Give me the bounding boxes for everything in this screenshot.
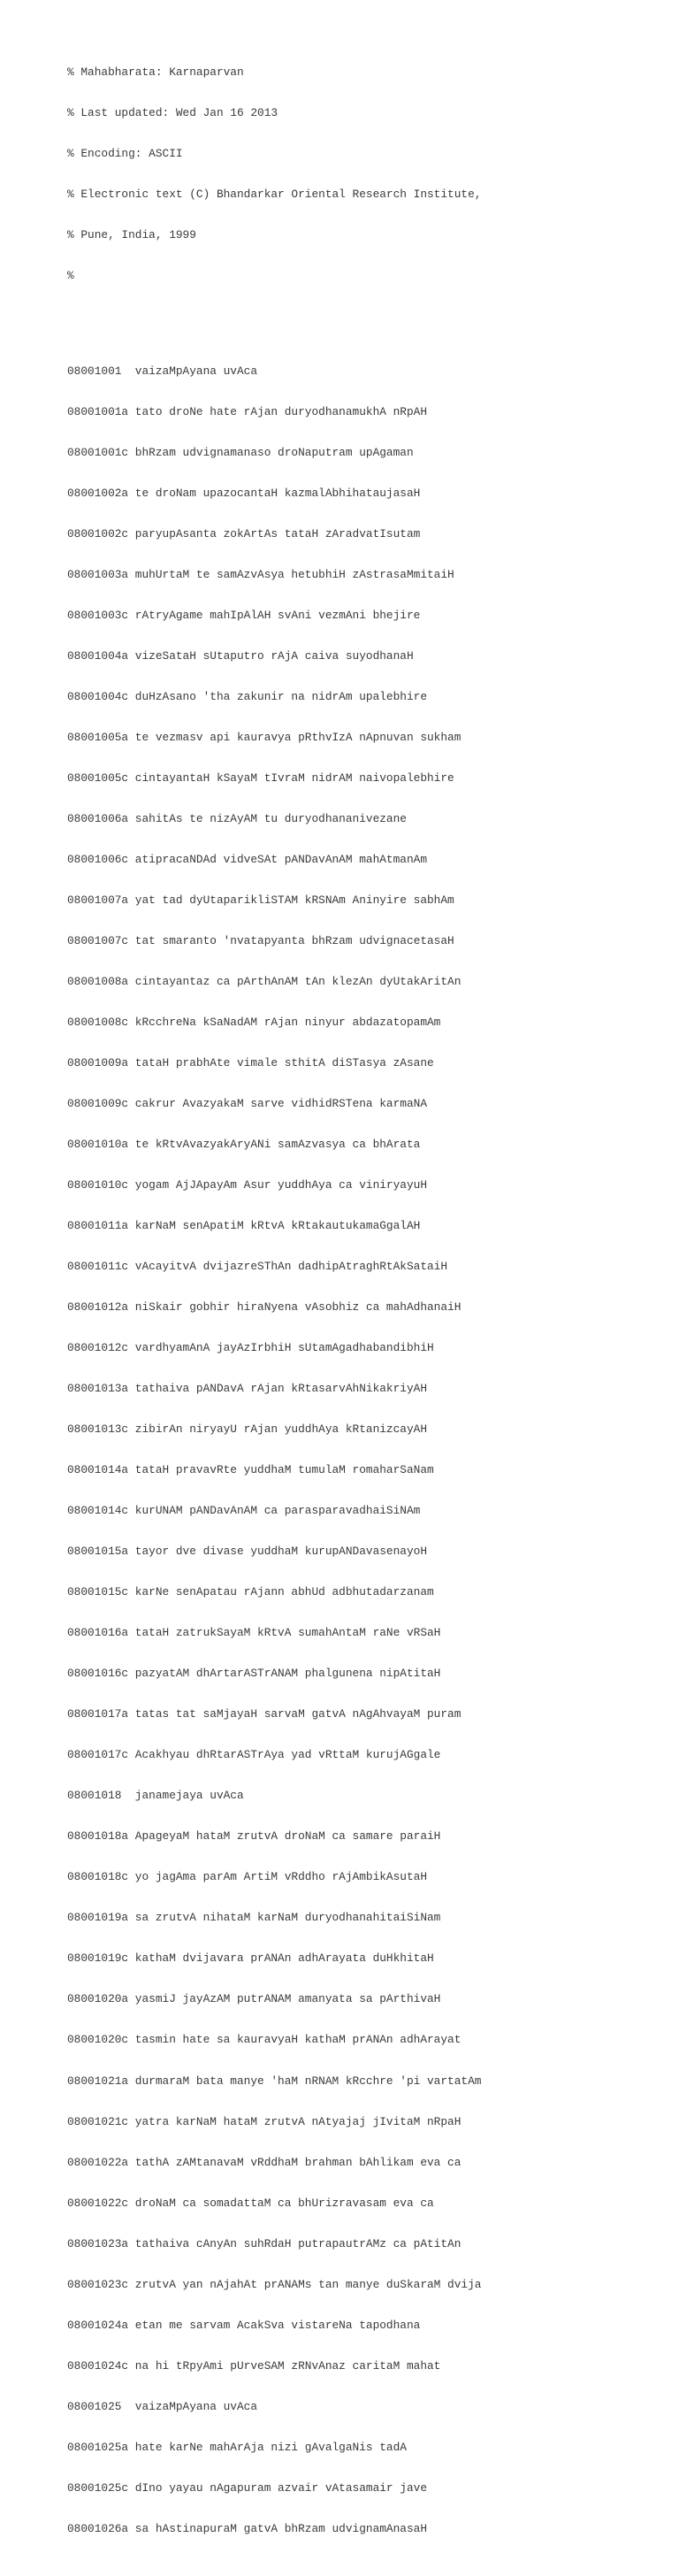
verse-line: 08001005c cintayantaH kSayaM tIvraM nidrAM naivopalebhire xyxy=(67,771,454,785)
verse-line: 08001016a tataH zatrukSayaM kRtvA sumahAntaM raNe vRSaH xyxy=(67,1626,441,1640)
verse-line: 08001017a tatas tat saMjayaH sarvaM gatvA nAgAhvayaM puram xyxy=(67,1707,462,1721)
verse-line: 08001012a niSkair gobhir hiraNyena vAsobhiz ca mahAdhanaiH xyxy=(67,1300,462,1315)
verse-line: 08001004a vizeSataH sUtaputro rAjA caiva suyodhanaH xyxy=(67,648,414,663)
verse-line: 08001018a ApageyaM hataM zrutvA droNaM ca samare paraiH xyxy=(67,1829,441,1844)
verse-line: 08001010c yogam AjJApayAm Asur yuddhAya ca viniryayuH xyxy=(67,1178,428,1192)
verse-line: 08001020a yasmiJ jayAzAM putrANAM amanyata sa pArthivaH xyxy=(67,1992,441,2006)
header-line: % Pune, India, 1999 xyxy=(67,228,196,242)
verse-line: 08001020c tasmin hate sa kauravyaH kathaM prANAn adhArayat xyxy=(67,2033,462,2047)
verse-line: 08001003c rAtryAgame mahIpAlAH svAni vezmAni bhejire xyxy=(67,608,421,622)
verse-line: 08001014a tataH pravavRte yuddhaM tumulaM romaharSaNam xyxy=(67,1463,434,1477)
verse-line: 08001023c zrutvA yan nAjahAt prANAMs tan manye duSkaraM dvija xyxy=(67,2277,482,2291)
verse-line: 08001002a te droNam upazocantaH kazmalAbhihataujasaH xyxy=(67,486,421,500)
verse-line: 08001001a tato droNe hate rAjan duryodhanamukhA nRpAH xyxy=(67,404,428,418)
header-line: % Last updated: Wed Jan 16 2013 xyxy=(67,106,278,120)
verse-line: 08001013a tathaiva pANDavA rAjan kRtasarvAhNikakriyAH xyxy=(67,1382,428,1396)
verse-line: 08001004c duHzAsano 'tha zakunir na nidrAm upalebhire xyxy=(67,689,428,703)
verse-line: 08001012c vardhyamAnA jayAzIrbhiH sUtamAgadhabandibhiH xyxy=(67,1341,434,1355)
verse-line: 08001025 vaizaMpAyana uvAca xyxy=(67,2399,258,2413)
verse-line: 08001022a tathA zAMtanavaM vRddhaM brahman bAhlikam eva ca xyxy=(67,2155,462,2169)
verse-line: 08001024a etan me sarvam AcakSva vistareNa tapodhana xyxy=(67,2318,421,2332)
verse-line: 08001021c yatra karNaM hataM zrutvA nAtyajaj jIvitaM nRpaH xyxy=(67,2114,462,2128)
verse-line: 08001024c na hi tRpyAmi pUrveSAM zRNvAnaz caritaM mahat xyxy=(67,2358,441,2373)
verse-line: 08001009a tataH prabhAte vimale sthitA diSTasya zAsane xyxy=(67,1056,434,1070)
verse-line: 08001007a yat tad dyUtaparikliSTAM kRSNAm Aninyire sabhAm xyxy=(67,893,454,908)
verse-line: 08001016c pazyatAM dhArtarASTrANAM phalgunena nipAtitaH xyxy=(67,1667,441,1681)
verse-line: 08001011a karNaM senApatiM kRtvA kRtakautukamaGgalAH xyxy=(67,1219,421,1233)
verse-line: 08001018c yo jagAma parAm ArtiM vRddho rAjAmbikAsutaH xyxy=(67,1870,428,1884)
verse-line: 08001019a sa zrutvA nihataM karNaM duryodhanahitaiSiNam xyxy=(67,1911,441,1925)
verse-line: 08001002c paryupAsanta zokArtAs tataH zAradvatIsutam xyxy=(67,526,421,540)
verse-line: 08001008a cintayantaz ca pArthAnAM tAn klezAn dyUtakAritAn xyxy=(67,975,462,989)
verse-line: 08001003a muhUrtaM te samAzvAsya hetubhiH zAstrasaMmitaiH xyxy=(67,567,454,581)
verse-line: 08001015a tayor dve divase yuddhaM kurupANDavasenayoH xyxy=(67,1545,428,1559)
header-line: % xyxy=(67,269,74,283)
verse-line: 08001007c tat smaranto 'nvatapyanta bhRzam udvignacetasaH xyxy=(67,934,454,948)
verse-line: 08001001c bhRzam udvignamanaso droNaputram upAgaman xyxy=(67,445,414,459)
verse-line: 08001025c dIno yayau nAgapuram azvair vAtasamair jave xyxy=(67,2480,428,2495)
verse-line: 08001008c kRcchreNa kSaNadAM rAjan ninyur abdazatopamAm xyxy=(67,1016,441,1030)
header-line: % Encoding: ASCII xyxy=(67,147,183,161)
verse-list xyxy=(67,337,668,2563)
verse-line: 08001022c droNaM ca somadattaM ca bhUrizravasam eva ca xyxy=(67,2196,434,2210)
verse-line: 08001005a te vezmasv api kauravya pRthvIzA nApnuvan sukham xyxy=(67,730,462,744)
header-block xyxy=(67,39,668,310)
verse-line: 08001006a sahitAs te nizAyAM tu duryodhananivezane xyxy=(67,812,407,826)
verse-line: 08001015c karNe senApatau rAjann abhUd adbhutadarzanam xyxy=(67,1585,434,1599)
verse-line: 08001026a sa hAstinapuraM gatvA bhRzam udvignamAnasaH xyxy=(67,2521,428,2535)
header-line: % Electronic text (C) Bhandarkar Oriental Research Institute, xyxy=(67,188,482,202)
verse-line: 08001014c kurUNAM pANDavAnAM ca parasparavadhaiSiNAm xyxy=(67,1504,421,1518)
verse-line: 08001019c kathaM dvijavara prANAn adhArayata duHkhitaH xyxy=(67,1951,434,1966)
verse-line: 08001011c vAcayitvA dvijazreSThAn dadhipAtraghRtAkSataiH xyxy=(67,1260,448,1274)
header-line: % Mahabharata: Karnaparvan xyxy=(67,65,244,80)
text-document xyxy=(67,12,668,2576)
verse-line: 08001018 janamejaya uvAca xyxy=(67,1789,244,1803)
verse-line: 08001010a te kRtvAvazyakAryANi samAzvasya ca bhArata xyxy=(67,1138,421,1152)
verse-line: 08001001 vaizaMpAyana uvAca xyxy=(67,364,258,378)
verse-line: 08001025a hate karNe mahArAja nizi gAvalgaNis tadA xyxy=(67,2440,407,2454)
verse-line: 08001009c cakrur AvazyakaM sarve vidhidRSTena karmaNA xyxy=(67,1097,428,1111)
verse-line: 08001017c Acakhyau dhRtarASTrAya yad vRttaM kurujAGgale xyxy=(67,1748,441,1762)
verse-line: 08001006c atipracaNDAd vidveSAt pANDavAnAM mahAtmanAm xyxy=(67,853,428,867)
verse-line: 08001021a durmaraM bata manye 'haM nRNAM kRcchre 'pi vartatAm xyxy=(67,2074,482,2088)
verse-line: 08001013c zibirAn niryayU rAjan yuddhAya kRtanizcayAH xyxy=(67,1422,428,1437)
verse-line: 08001023a tathaiva cAnyAn suhRdaH putrapautrAMz ca pAtitAn xyxy=(67,2236,462,2250)
